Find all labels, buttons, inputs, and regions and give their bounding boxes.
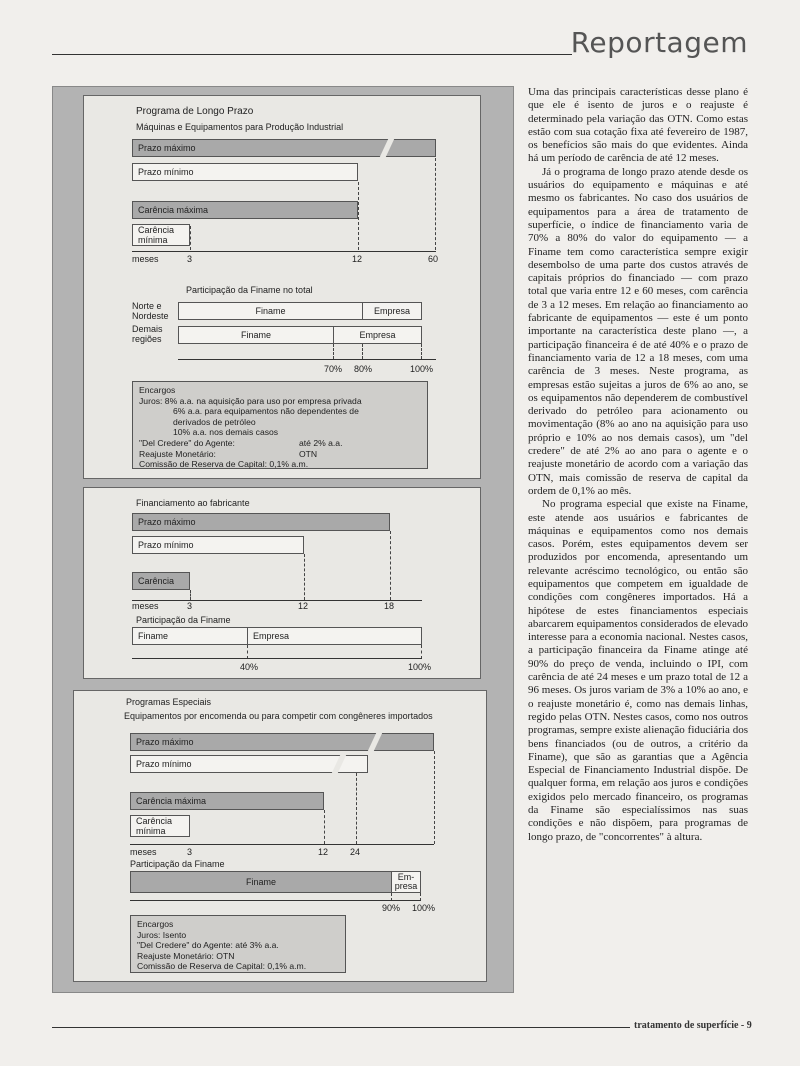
section-title: Reportagem (570, 26, 748, 59)
gridline (362, 344, 363, 359)
tick-label: 60 (428, 254, 439, 264)
bar-prazo-minimo: Prazo mínimo (132, 536, 304, 554)
encargos-key: Reajuste Monetário: (139, 448, 216, 459)
pct-label: 100% (410, 364, 434, 374)
bar-prazo-minimo: Prazo mínimo (130, 755, 368, 773)
encargos-line: 10% a.a. nos demais casos (173, 427, 279, 438)
bar-empresa (391, 871, 421, 893)
gridline (333, 344, 334, 359)
panel-longo-prazo (83, 95, 481, 479)
bar-carencia-maxima: Carência máxima (132, 201, 358, 219)
encargos-line: Juros: 8% a.a. na aquisição para uso por empresa privada (139, 395, 362, 406)
pct-label: 100% (408, 662, 432, 672)
x-axis (132, 658, 422, 659)
bar-finame: Finame (130, 871, 392, 893)
gridline (421, 645, 422, 659)
bar-label: Carência mínima (136, 816, 173, 836)
encargos-line: Comissão de Reserva de Capital: 0,1% a.m. (137, 961, 307, 972)
encargos-key: "Del Credere" do Agente: (139, 437, 235, 448)
gridline (190, 226, 191, 250)
pct-label: 70% (324, 364, 343, 374)
x-axis (178, 359, 436, 360)
bar-empresa-nordeste: Empresa (362, 302, 422, 320)
encargos-line: derivados de petróleo (173, 416, 256, 427)
gridline (435, 158, 436, 250)
bar-carencia: Carência (132, 572, 190, 590)
pct-label: 90% (382, 903, 401, 913)
figure-financing-programs (52, 86, 514, 993)
gridline (358, 182, 359, 250)
bar-empresa: Empresa (247, 627, 422, 645)
panel-especiais (73, 690, 487, 982)
panel-title: Programas Especiais (126, 697, 212, 707)
tick-label: 12 (352, 254, 363, 264)
tick-label: 3 (187, 601, 193, 611)
gridline (421, 344, 422, 359)
bar-label: Carência mínima (138, 225, 175, 245)
header-rule (52, 54, 572, 55)
gridline (356, 773, 357, 844)
panel-subtitle: Máquinas e Equipamentos para Produção Industrial (136, 122, 344, 132)
article-paragraph: No programa especial que existe na Finame, este atende aos usuários e fabricantes de máquinas e equipamentos como nos demais casos. Porém, estes equipamentos devem ser produzidos por encomenda, apresentando um relevante acréscimo tecnológico, ou então são equipamentos que competem em igualdade de condições com congêneres importados. Há a hipótese de estes financiamentos especiais abarcarem equipamentos considerados de elevado interesse para a economia nacional. Nestes casos, a participação financeira da Finame atinge até 90% do preço de venda, incluindo o IPI, com carência de até 24 meses e um prazo total de 12 a 96 meses. Os juros variam de 3% a 10% ao ano, e o reajuste monetário é, como nas demais linhas, regido pelas OTN. Nestes casos, como nos outros programas, sempre existe alienação fiduciária dos bens financiados (ou de outros, a critério da Finame), que são as garantias que a Agência Especial de Financiamento Industrial dispõe. De qualquer forma, em relação aos juros e condições exigidos pelo mercado financeiro, os programas da Finame são especialíssimos nas suas condições e não dispõem, para programas de longo prazo, de "concorrentes" à altura. (528, 498, 748, 843)
bar-label: Em-presa (394, 872, 418, 891)
panel-title: Programa de Longo Prazo (136, 106, 254, 117)
bar-prazo-maximo: Prazo máximo (132, 513, 390, 531)
axis-label: meses (132, 601, 159, 611)
encargos-line: Reajuste Monetário: OTN (137, 950, 235, 961)
bar-empresa-demais: Empresa (333, 326, 422, 344)
x-axis (130, 900, 421, 901)
bar-prazo-maximo: Prazo máximo (132, 139, 436, 157)
x-axis (132, 251, 436, 252)
axis-label: meses (132, 254, 159, 264)
panel-fabricante (83, 487, 481, 679)
article-paragraph: Já o programa de longo prazo atende desde os usuários do equipamento e máquinas e até mesmo os fabricantes. No caso dos usuários de equipamentos para a área de tratamento de superfície, o índice de financiamento varia de 70% a 80% do valor do equipamento — a Finame tem como característica sempre exigir desembolso de uma parte dos custos através de capitais próprios do financiado — com prazo total que varia entre 12 e 60 meses, com carência de 3 a 12 meses. Em relação ao financiamento ao fabricante de equipamentos — este é um ponto importante na característica deste plano —, a participação financeira é de até 40% e o prazo de financiamento varia de 12 a 18 meses, com uma carência de 3 meses. Neste programa, as empresas estão sujeitas a juros de 6% ao ano, se os equipamentos não dependerem de combustível derivado do petróleo para acionamento ou movimentação (8% ao ano na aquisição para uso próprio e 10% ao nos demais casos), um "del credere" de até 2% ao ano para o agente e o reajuste monetário de acordo com a variação das OTN, mais comissão de reserva de capital da ordem de 0,1% ao mês. (528, 165, 748, 497)
panel-subtitle: Equipamentos por encomenda ou para competir com congêneres importados (124, 711, 433, 721)
x-axis (132, 600, 422, 601)
gridline (190, 590, 191, 600)
gridline (390, 531, 391, 600)
bar-prazo-maximo: Prazo máximo (130, 733, 434, 751)
tick-label: 3 (187, 254, 193, 264)
encargos-heading: Encargos (139, 385, 176, 395)
footer-rule (52, 1027, 630, 1028)
gridline (304, 554, 305, 600)
tick-label: 3 (187, 847, 193, 857)
participation-title: Participação da Finame no total (186, 285, 313, 295)
bar-finame-nordeste: Finame (178, 302, 363, 320)
encargos-value: OTN (299, 448, 318, 459)
tick-label: 12 (298, 601, 309, 611)
panel-title: Financiamento ao fabricante (136, 498, 250, 508)
gridline (247, 645, 248, 659)
encargos-line (139, 449, 421, 460)
gridline (434, 751, 435, 844)
tick-label: 12 (318, 847, 329, 857)
encargos-line: Comissão de Reserva de Capital: 0,1% a.m. (139, 459, 309, 470)
row-label: Norte e Nordeste (132, 301, 169, 322)
pct-label: 100% (412, 903, 436, 913)
bar-prazo-minimo: Prazo mínimo (132, 163, 358, 181)
encargos-box (132, 381, 428, 469)
encargos-heading: Encargos (137, 919, 174, 929)
pct-label: 40% (240, 662, 259, 672)
page-footer: tratamento de superfície - 9 (634, 1020, 752, 1031)
pct-label: 80% (354, 364, 373, 374)
participation-title: Participação da Finame (136, 615, 231, 625)
encargos-line: 6% a.a. para equipamentos não dependentes de (173, 406, 359, 417)
axis-label: meses (130, 847, 157, 857)
bar-carencia-maxima: Carência máxima (130, 792, 324, 810)
participation-title: Participação da Finame (130, 859, 225, 869)
row-label: Demais regiões (132, 324, 163, 345)
gridline (324, 810, 325, 844)
bar-carencia-minima (130, 815, 190, 837)
tick-label: 18 (384, 601, 395, 611)
encargos-box (130, 915, 346, 973)
encargos-line: "Del Credere" do Agente: até 3% a.a. (137, 940, 279, 951)
bar-carencia-minima (132, 224, 190, 246)
bar-finame-demais: Finame (178, 326, 334, 344)
encargos-line: Juros: Isento (137, 929, 187, 940)
tick-label: 24 (350, 847, 361, 857)
encargos-line (139, 438, 421, 449)
article-body (528, 86, 748, 844)
encargos-value: até 2% a.a. (299, 437, 343, 448)
bar-finame: Finame (132, 627, 248, 645)
x-axis (130, 844, 434, 845)
article-paragraph: Uma das principais características desse plano é que ele é isento de juros e o reajuste é determinado pela variação das OTN. Como estas estão com sua cotação fixa até fevereiro de 1987, os benefícios são mais do que evidentes. Ainda há um período de carência de até 12 meses. (528, 86, 748, 165)
